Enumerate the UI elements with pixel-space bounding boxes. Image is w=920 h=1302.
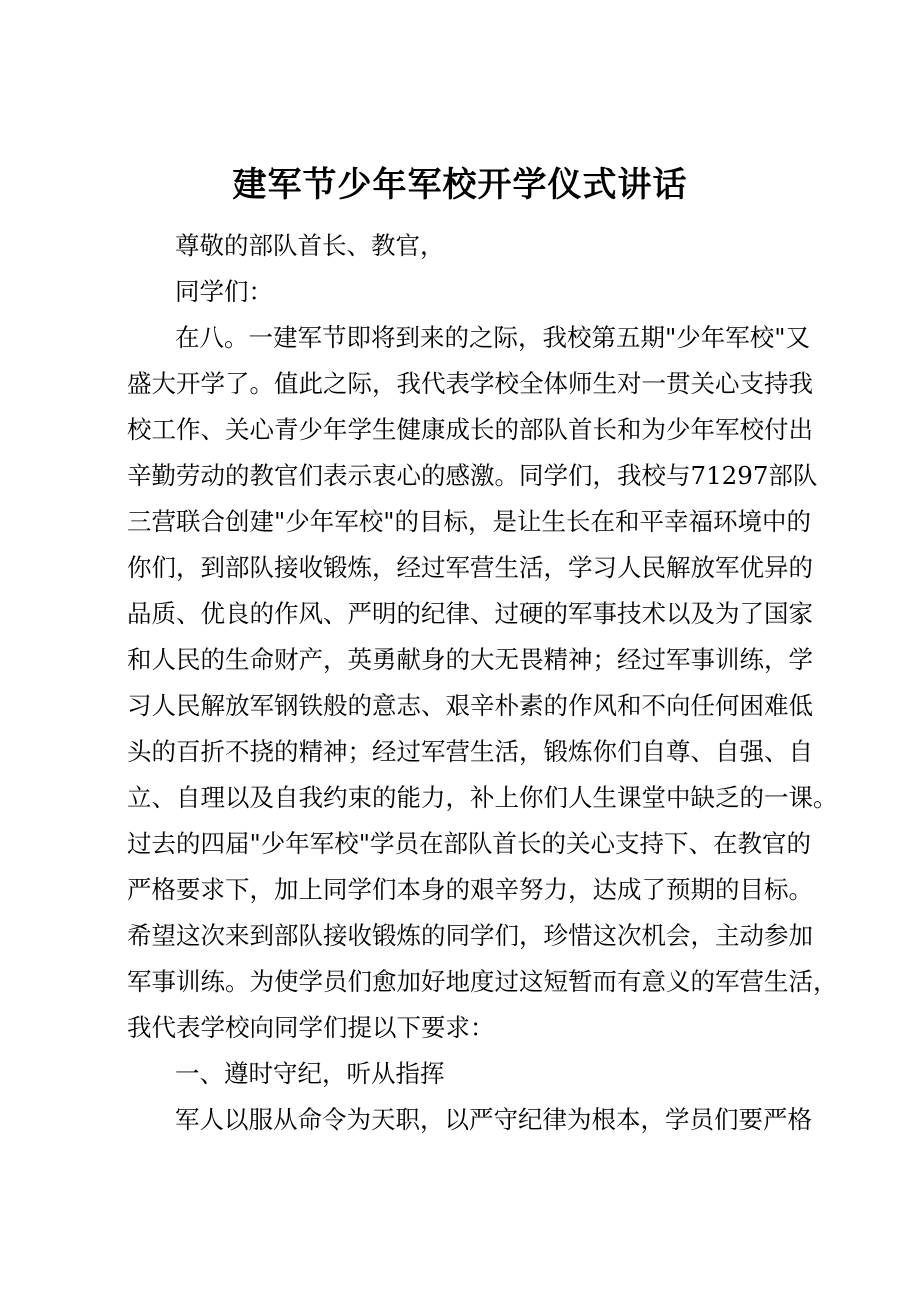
paragraph-line: 头的百折不挠的精神；经过军营生活，锻炼你们自尊、自强、自 bbox=[127, 737, 813, 766]
paragraph-line: 盛大开学了。值此之际，我代表学校全体师生对一贯关心支持我 bbox=[127, 369, 813, 398]
paragraph-line: 和人民的生命财产，英勇献身的大无畏精神；经过军事训练，学 bbox=[127, 645, 813, 674]
paragraph-line: 你们，到部队接收锻炼，经过军营生活，学习人民解放军优异的 bbox=[127, 553, 813, 582]
paragraph-line: 立、自理以及自我约束的能力，补上你们人生课堂中缺乏的一课。 bbox=[127, 783, 838, 812]
paragraph-line: 在八。一建军节即将到来的之际，我校第五期"少年军校"又 bbox=[175, 323, 811, 352]
document-title: 建军节少年军校开学仪式讲话 bbox=[232, 165, 688, 205]
paragraph-line: 希望这次来到部队接收锻炼的同学们，珍惜这次机会，主动参加 bbox=[127, 921, 813, 950]
salutation-line: 同学们： bbox=[175, 277, 273, 306]
paragraph-line: 品质、优良的作风、严明的纪律、过硬的军事技术以及为了国家 bbox=[127, 599, 813, 628]
paragraph-line: 严格要求下，加上同学们本身的艰辛努力，达成了预期的目标。 bbox=[127, 875, 813, 904]
paragraph-line: 辛勤劳动的教官们表示衷心的感激。同学们，我校与71297部队 bbox=[127, 461, 818, 490]
salutation-line: 尊敬的部队首长、教官， bbox=[175, 231, 445, 260]
paragraph-line: 军事训练。为使学员们愈加好地度过这短暂而有意义的军营生活， bbox=[127, 967, 838, 996]
paragraph-line: 军人以服从命令为天职，以严守纪律为根本，学员们要严格 bbox=[175, 1105, 812, 1134]
paragraph-line: 习人民解放军钢铁般的意志、艰辛朴素的作风和不向任何困难低 bbox=[127, 691, 813, 720]
paragraph-line: 过去的四届"少年军校"学员在部队首长的关心支持下、在教官的 bbox=[127, 829, 812, 858]
paragraph-line: 校工作、关心青少年学生健康成长的部队首长和为少年军校付出 bbox=[127, 415, 813, 444]
section-heading: 一、遵时守纪，听从指挥 bbox=[175, 1059, 445, 1088]
paragraph-line: 三营联合创建"少年军校"的目标，是让生长在和平幸福环境中的 bbox=[127, 507, 812, 536]
paragraph-line: 我代表学校向同学们提以下要求： bbox=[127, 1013, 495, 1042]
